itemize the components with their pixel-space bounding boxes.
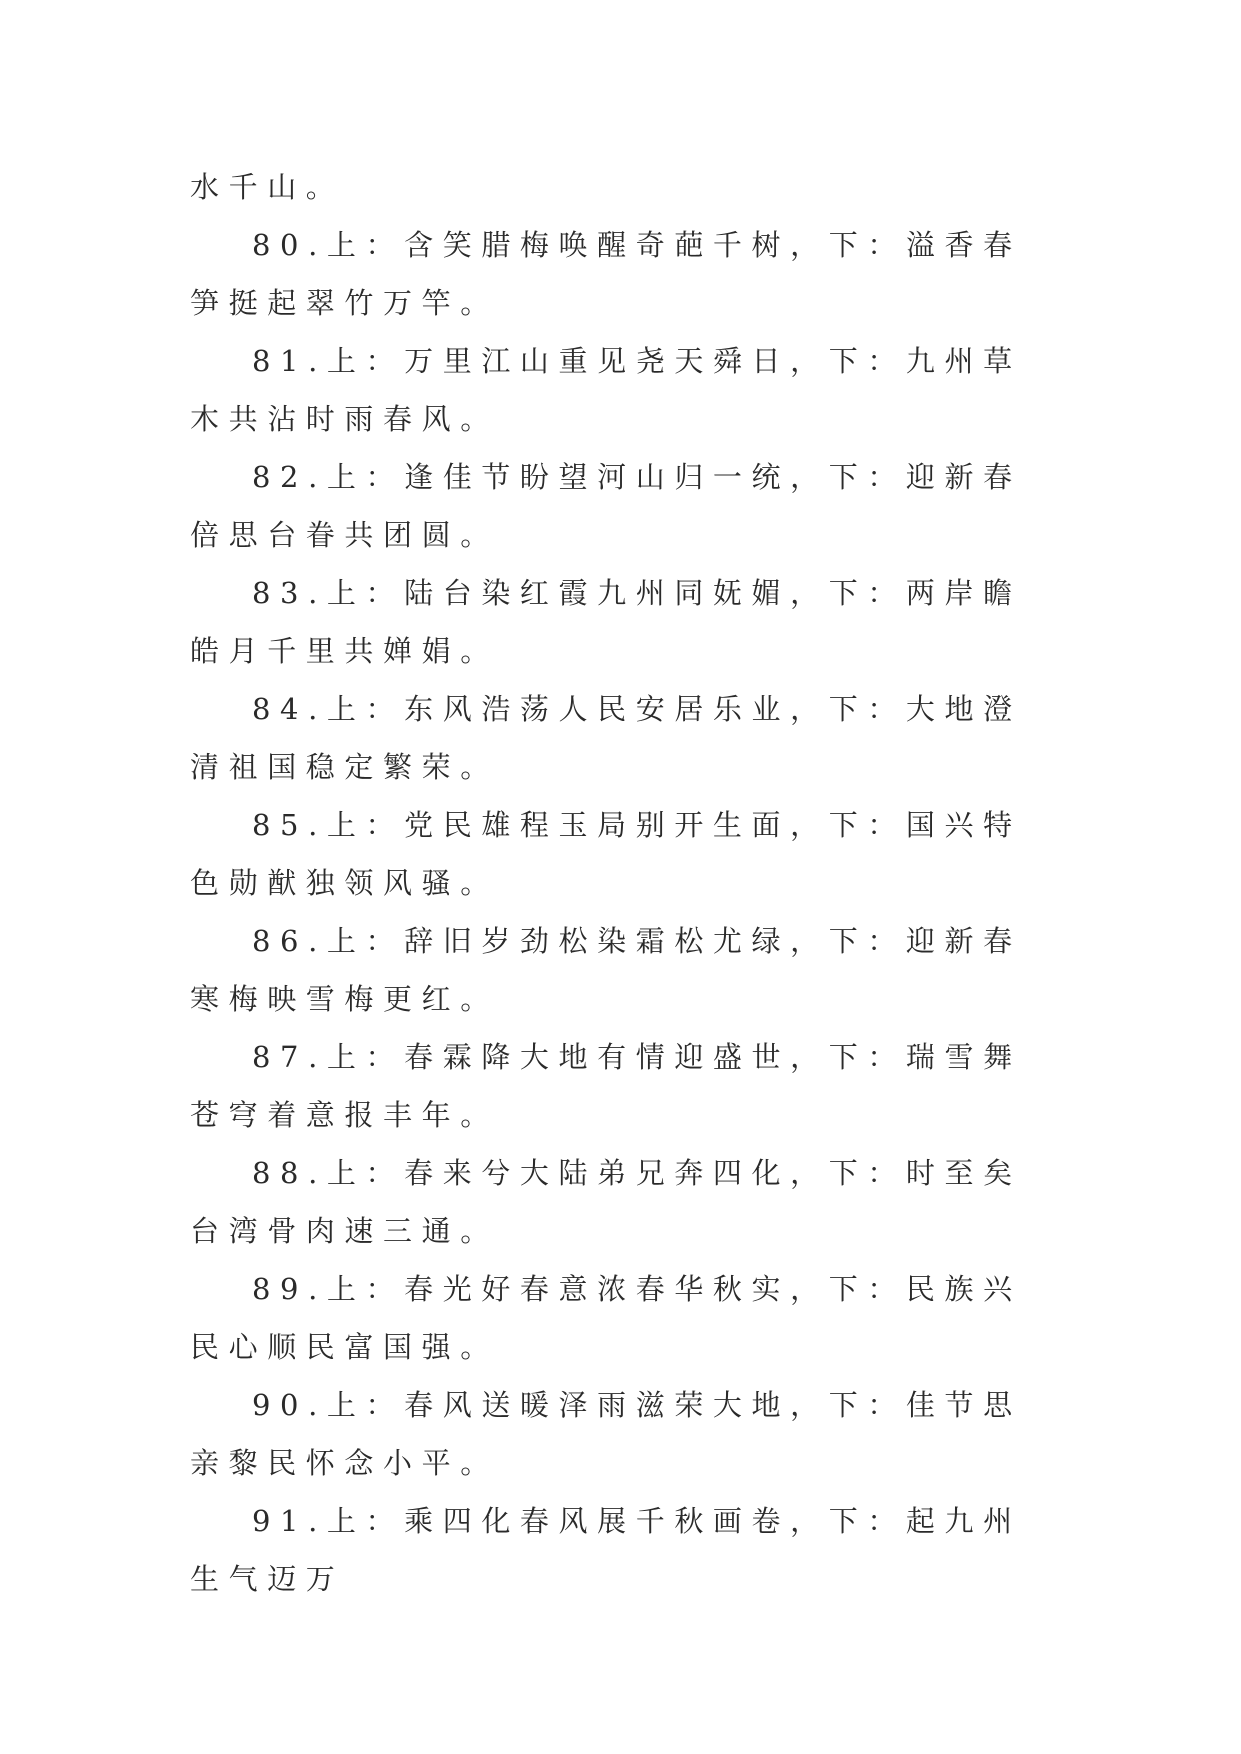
- document-body: [190, 158, 1050, 1608]
- paragraph: 88.上：春来兮大陆弟兄奔四化，下：时至矣台湾骨肉速三通。: [190, 1156, 1022, 1248]
- paragraph: 82.上：逢佳节盼望河山归一统，下：迎新春倍思台眷共团圆。: [190, 460, 1022, 552]
- paragraph: 87.上：春霖降大地有情迎盛世，下：瑞雪舞苍穹着意报丰年。: [190, 1040, 1022, 1132]
- paragraph: 80.上：含笑腊梅唤醒奇葩千树，下：溢香春笋挺起翠竹万竿。: [190, 228, 1022, 320]
- paragraph: 86.上：辞旧岁劲松染霜松尤绿，下：迎新春寒梅映雪梅更红。: [190, 924, 1022, 1016]
- paragraph: 85.上：党民雄程玉局别开生面，下：国兴特色勋猷独领风骚。: [190, 808, 1022, 900]
- paragraph: 90.上：春风送暖泽雨滋荣大地，下：佳节思亲黎民怀念小平。: [190, 1388, 1022, 1480]
- paragraph: 84.上：东风浩荡人民安居乐业，下：大地澄清祖国稳定繁荣。: [190, 692, 1022, 784]
- paragraph: 83.上：陆台染红霞九州同妩媚，下：两岸瞻皓月千里共婵娟。: [190, 576, 1022, 668]
- paragraph: 81.上：万里江山重见尧天舜日，下：九州草木共沾时雨春风。: [190, 344, 1022, 436]
- paragraph: 89.上：春光好春意浓春华秋实，下：民族兴民心顺民富国强。: [190, 1272, 1022, 1364]
- paragraph: 91.上：乘四化春风展千秋画卷，下：起九州生气迈万: [190, 1504, 1022, 1596]
- paragraph: 水千山。: [190, 170, 345, 204]
